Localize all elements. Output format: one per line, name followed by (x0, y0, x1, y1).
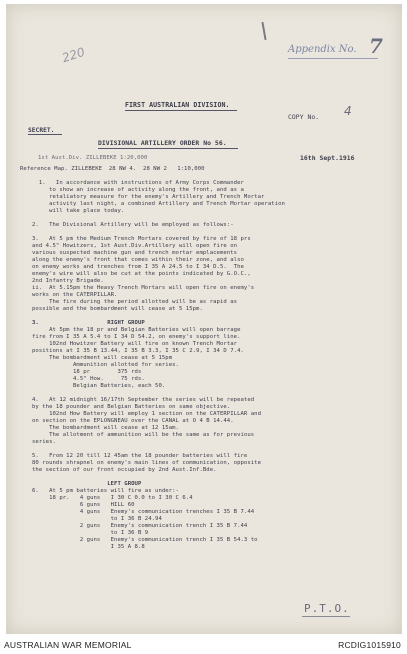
body-line: to I 36 B 24.94 (32, 516, 162, 522)
map-reference: Reference Map. ZILLEBEKE 28 NW 4. 28 NW 2 1:10,000 (20, 166, 205, 172)
secret-underline (28, 134, 62, 135)
body-line: 4. At 12 midnight 16/17th September the series will be repeated (32, 397, 255, 403)
footer-record-id: RCDIG1015910 (338, 640, 401, 650)
order-body (32, 180, 392, 551)
pencil-tick-mark (261, 22, 266, 40)
body-line: 5. From 12 20 till 12 45am the 18 pounder batteries will fire (32, 453, 248, 459)
footer-source: AUSTRALIAN WAR MEMORIAL (4, 640, 132, 650)
body-line: various suspected machine gun and trench mortar emplacements (32, 250, 238, 256)
body-line: 4 guns Enemy's communication trenches I 35 B 7.44 (32, 509, 255, 515)
body-line: to I 36 B 9 (32, 530, 149, 536)
body-line: ii. At 5.15pm the Heavy Trench Mortars will open fire on enemy's (32, 285, 255, 291)
copy-no-label: COPY No. (288, 113, 320, 121)
body-line: along the enemy's front that comes within their zone, and also (32, 257, 244, 263)
document-page (6, 4, 402, 634)
body-line: positions at I 35 B 13.44, I 35 B 3.3, I 35 C 2.9, I 34 D 7.4. (32, 348, 244, 354)
appendix-underline (288, 58, 378, 59)
body-line: to show an increase of activity along the front, and as a (32, 187, 244, 193)
right-group-heading: 3. RIGHT GROUP (32, 320, 145, 326)
body-line: The bombardment will cease at 12 15am. (32, 425, 179, 431)
document-title: FIRST AUSTRALIAN DIVISION. (125, 101, 230, 109)
body-line: 2. The Divisional Artillery will be employed as follows:- (32, 222, 234, 228)
blank-line (32, 474, 392, 481)
body-line: 102nd How Battery will employ 1 section on the CATERPILLAR and (32, 411, 261, 417)
body-line: will take place today. (32, 208, 125, 214)
body-line: on section on the EPLONGNEAU over the CANAL at O 4 B 14.44. (32, 418, 234, 424)
body-line: the section of our front occupied by 2nd Aust.Inf.Bde. (32, 467, 217, 473)
body-line: 3. At 5 pm the Medium Trench Mortars covered by fire of 18 prs (32, 236, 251, 242)
pencil-page-number: 220 (60, 44, 87, 66)
body-line: Ammunition allotted for series. (32, 362, 179, 368)
body-line: I 35 A 8.8 (32, 544, 145, 550)
body-line: 4.5" How. 75 rds. (32, 376, 145, 382)
body-line: 18 pr 375 rds (32, 369, 142, 375)
body-line: enemy's wire will also be cut at the points indicated by G.O.C., (32, 271, 251, 277)
title-underline (125, 110, 237, 111)
body-line: The allotment of ammunition will be the same as for previous (32, 432, 255, 438)
body-line: 102nd Howitzer Battery will fire on known Trench Mortar (32, 341, 238, 347)
body-line: 80 rounds shrapnel on enemy's main lines of communication, opposite (32, 460, 261, 466)
blank-line (32, 229, 392, 236)
left-group-heading: LEFT GROUP (32, 481, 142, 487)
blank-line (32, 313, 392, 320)
body-line: on enemy works and trenches from I 35 A 24.5 to I 34 D.5. The (32, 264, 244, 270)
body-line: 2 guns Enemy's communication trench I 35 B 54.3 to (32, 537, 258, 543)
body-line: 1. In accordance with instructions of Army Corps Commander (32, 180, 244, 186)
secret-label: SECRET. (28, 127, 55, 134)
blank-line (32, 446, 392, 453)
body-line: The bombardment will cease at 5 15pm (32, 355, 173, 361)
body-line: activity last night, a combined Artillery and Trench Mortar operation (32, 201, 285, 207)
body-line: and 4.5" Howitzers, 1st Aust.Div.Artillery will open fire on (32, 243, 238, 249)
order-title: DIVISIONAL ARTILLERY ORDER No 56. (98, 139, 227, 147)
body-line: 2 guns Enemy's communication trench I 35 B 7.44 (32, 523, 248, 529)
body-line: fire from I 35 A 5.4 to I 34 D 54.2, on enemy's support line. (32, 334, 241, 340)
faded-reference-line: 1st Aust.Div. ZILLEBEKE 1:20,000 (38, 155, 148, 161)
appendix-stamp: Appendix No. (288, 44, 357, 55)
body-line: possible and the bombardment will cease at 5 15pm. (32, 306, 203, 312)
blank-line (32, 215, 392, 222)
body-line: Belgian Batteries, each 50. (32, 383, 166, 389)
body-line: retaliatory measure for the enemy's Artillery and Trench Mortar (32, 194, 265, 200)
order-date: 16th Sept.1916 (300, 154, 355, 162)
copy-no-value: 4 (344, 104, 352, 118)
body-line: by the 18 pounder and Belgian Batteries on same objective. (32, 404, 231, 410)
pto-mark: P.T.O. (304, 602, 350, 615)
body-line: At 5pm the 18 pr and Belgian Batteries will open barrage (32, 327, 241, 333)
blank-line (32, 390, 392, 397)
appendix-number: 7 (369, 34, 383, 58)
body-line: 6 guns HILL 60 (32, 502, 135, 508)
body-line: The fire during the period allotted will be as rapid as (32, 299, 238, 305)
body-line: 2nd Infantry Brigade. (32, 278, 104, 284)
body-line: 6. At 5 pm batteries will fire as under:- (32, 488, 179, 494)
body-line: series. (32, 439, 56, 445)
order-title-underline (98, 148, 238, 149)
body-line: works on the CATERPILLAR. (32, 292, 118, 298)
pto-underline (302, 616, 350, 617)
body-line: 18 pr. 4 guns I 30 C 0.0 to I 30 C 6.4 (32, 495, 193, 501)
